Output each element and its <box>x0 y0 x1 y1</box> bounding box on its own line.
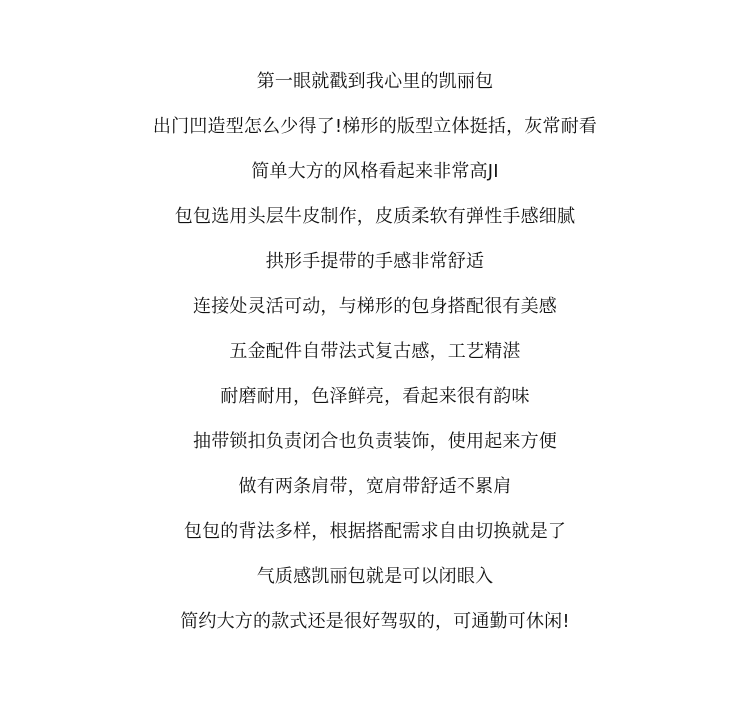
text-line: 连接处灵活可动，与梯形的包身搭配很有美感 <box>193 296 557 317</box>
text-line: 包包的背法多样，根据搭配需求自由切换就是了 <box>183 521 567 542</box>
text-line: 气质感凯丽包就是可以闭眼入 <box>256 566 494 587</box>
text-line: 包包选用头层牛皮制作，皮质柔软有弹性手感细腻 <box>174 206 576 227</box>
text-line: 拱形手提带的手感非常舒适 <box>265 251 485 272</box>
text-line: 简单大方的风格看起来非常高JI <box>251 161 499 182</box>
text-line: 简约大方的款式还是很好驾驭的，可通勤可休闲! <box>180 611 570 632</box>
text-line: 出门凹造型怎么少得了!梯形的版型立体挺括，灰常耐看 <box>152 116 598 137</box>
text-line: 五金配件自带法式复古感，工艺精湛 <box>229 341 521 362</box>
text-line: 耐磨耐用，色泽鲜亮，看起来很有韵味 <box>220 386 530 407</box>
text-line: 抽带锁扣负责闭合也负责装饰，使用起来方便 <box>193 431 557 452</box>
text-line: 第一眼就戳到我心里的凯丽包 <box>256 71 494 92</box>
description-text-block <box>0 69 750 654</box>
text-line: 做有两条肩带，宽肩带舒适不累肩 <box>238 476 512 497</box>
